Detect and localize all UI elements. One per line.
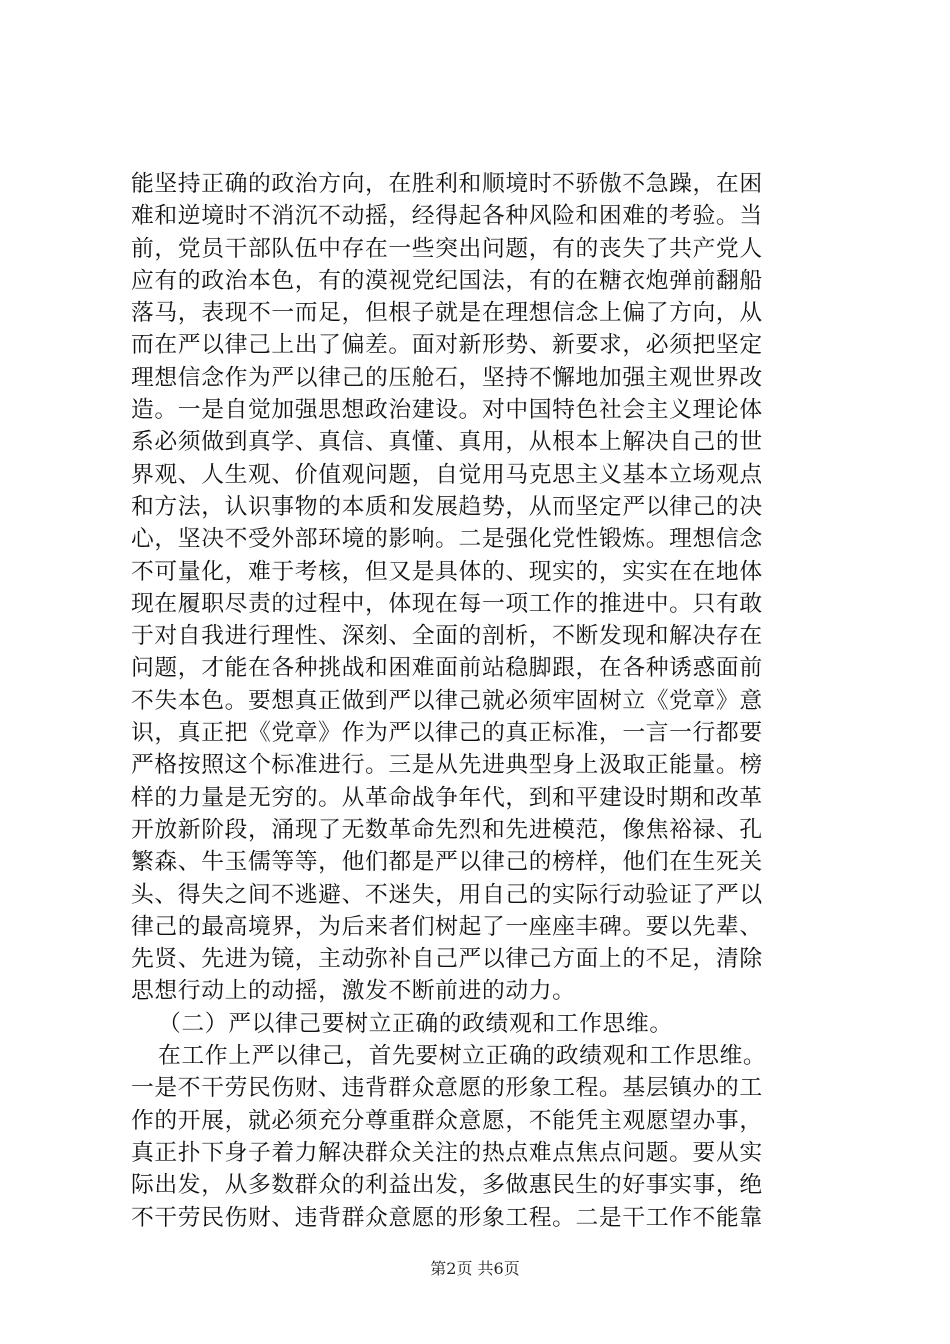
text-line: 理想信念作为严以律己的压舱石，坚持不懈地加强主观世界改	[131, 364, 763, 391]
text-line: 前，党员干部队伍中存在一些突出问题，有的丧失了共产党人	[131, 235, 763, 262]
text-line: 头、得失之间不逃避、不迷失，用自己的实际行动验证了严以	[131, 881, 763, 908]
text-line: 和方法，认识事物的本质和发展趋势，从而坚定严以律己的决	[131, 493, 763, 520]
text-line: 不失本色。要想真正做到严以律己就必须牢固树立《党章》意	[131, 687, 763, 714]
text-line: 一是不干劳民伤财、违背群众意愿的形象工程。基层镇办的工	[131, 1075, 763, 1102]
text-line: 在工作上严以律己，首先要树立正确的政绩观和工作思维。	[158, 1043, 767, 1070]
page-footer	[0, 1259, 950, 1279]
text-line: 落马，表现不一而足，但根子就是在理想信念上偏了方向，从	[131, 300, 763, 327]
text-line: 真正扑下身子着力解决群众关注的热点难点焦点问题。要从实	[131, 1139, 763, 1166]
text-line: 现在履职尽责的过程中，体现在每一项工作的推进中。只有敢	[131, 590, 763, 617]
text-line: 际出发，从多数群众的利益出发，多做惠民生的好事实事，绝	[131, 1172, 763, 1199]
text-line: 而在严以律己上出了偏差。面对新形势、新要求，必须把坚定	[131, 332, 763, 359]
text-line: 能坚持正确的政治方向，在胜利和顺境时不骄傲不急躁，在困	[131, 171, 763, 197]
text-line: 识，真正把《党章》作为严以律己的真正标准，一言一行都要	[131, 720, 763, 747]
text-line: 系必须做到真学、真信、真懂、真用，从根本上解决自己的世	[131, 429, 763, 456]
text-line: 开放新阶段，涌现了无数革命先烈和先进模范，像焦裕禄、孔	[131, 816, 763, 843]
section-heading: （二）严以律己要树立正确的政绩观和工作思维。	[158, 1010, 673, 1037]
text-line: 心，坚决不受外部环境的影响。二是强化党性锻炼。理想信念	[131, 526, 763, 553]
text-line: 不可量化，难于考核，但又是具体的、现实的，实实在在地体	[131, 558, 763, 585]
text-line: 不干劳民伤财、违背群众意愿的形象工程。二是干工作不能靠	[131, 1204, 763, 1231]
text-line: 繁森、牛玉儒等等，他们都是严以律己的榜样，他们在生死关	[131, 849, 763, 876]
text-line: 样的力量是无穷的。从革命战争年代，到和平建设时期和改革	[131, 784, 763, 811]
page-number: 第2页 共6页	[430, 1259, 520, 1278]
document-body	[131, 168, 831, 1234]
text-line: 严格按照这个标准进行。三是从先进典型身上汲取正能量。榜	[131, 752, 763, 779]
text-line: 律己的最高境界，为后来者们树起了一座座丰碑。要以先辈、	[131, 913, 763, 940]
text-line: 界观、人生观、价值观问题，自觉用马克思主义基本立场观点	[131, 461, 763, 488]
text-line: 造。一是自觉加强思想政治建设。对中国特色社会主义理论体	[131, 397, 763, 424]
text-line: 作的开展，就必须充分尊重群众意愿，不能凭主观愿望办事，	[131, 1107, 763, 1134]
text-line: 问题，才能在各种挑战和困难面前站稳脚跟，在各种诱惑面前	[131, 655, 763, 682]
text-line: 难和逆境时不消沉不动摇，经得起各种风险和困难的考验。当	[131, 203, 763, 230]
text-line: 应有的政治本色，有的漠视党纪国法，有的在糖衣炮弹前翻船	[131, 267, 763, 294]
text-line: 先贤、先进为镜，主动弥补自己严以律己方面上的不足，清除	[131, 946, 763, 973]
text-line: 思想行动上的动摇，激发不断前进的动力。	[131, 978, 576, 1005]
text-line: 于对自我进行理性、深刻、全面的剖析，不断发现和解决存在	[131, 623, 763, 650]
